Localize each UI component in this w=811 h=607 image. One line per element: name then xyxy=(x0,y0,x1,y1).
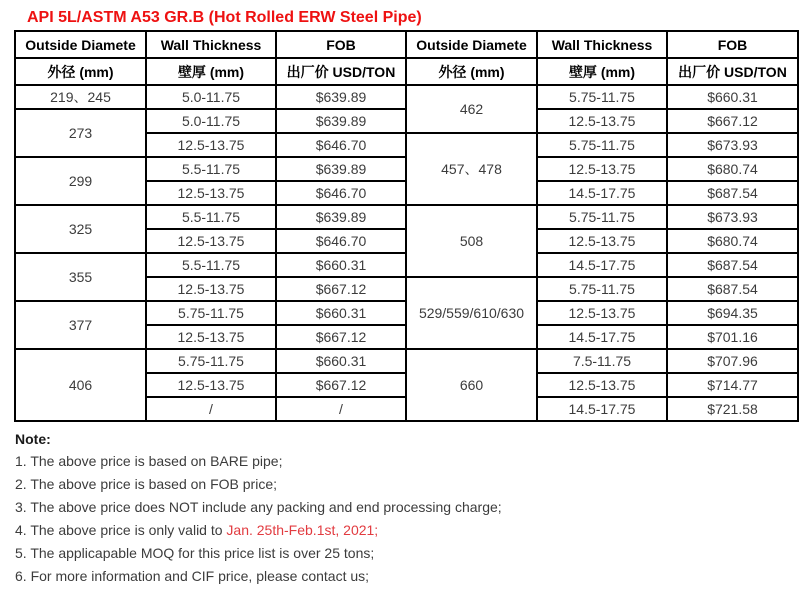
wall-cell: 5.0-11.75 xyxy=(146,109,276,133)
note-item-2: 2. The above price is based on FOB price; xyxy=(15,476,277,492)
notes-heading: Note: xyxy=(15,431,51,447)
wall-cell: 12.5-13.75 xyxy=(146,277,276,301)
fob-cell: $660.31 xyxy=(667,85,798,109)
fob-cell: $687.54 xyxy=(667,277,798,301)
diameter-cell: 299 xyxy=(15,157,146,205)
col-header-wall-thickness-cn-left: 壁厚 (mm) xyxy=(146,58,276,85)
fob-cell: $714.77 xyxy=(667,373,798,397)
wall-cell: 5.5-11.75 xyxy=(146,253,276,277)
fob-cell: $667.12 xyxy=(276,325,406,349)
diameter-cell: 325 xyxy=(15,205,146,253)
wall-cell: 12.5-13.75 xyxy=(146,133,276,157)
table-row xyxy=(15,85,798,109)
notes-section xyxy=(15,429,811,588)
wall-cell: 5.5-11.75 xyxy=(146,205,276,229)
col-header-fob-cn-left: 出厂价 USD/TON xyxy=(276,58,406,85)
wall-cell: 5.0-11.75 xyxy=(146,85,276,109)
fob-cell: / xyxy=(276,397,406,421)
diameter-cell: 219、245 xyxy=(15,85,146,109)
fob-cell: $673.93 xyxy=(667,205,798,229)
table-row xyxy=(15,205,798,229)
col-header-wall-thickness-right: Wall Thickness xyxy=(537,31,667,58)
wall-cell: 12.5-13.75 xyxy=(537,373,667,397)
fob-cell: $667.12 xyxy=(667,109,798,133)
header-row-cn xyxy=(15,58,798,85)
fob-cell: $721.58 xyxy=(667,397,798,421)
fob-cell: $660.31 xyxy=(276,253,406,277)
wall-cell: / xyxy=(146,397,276,421)
wall-cell: 12.5-13.75 xyxy=(146,229,276,253)
fob-cell: $660.31 xyxy=(276,301,406,325)
fob-cell: $639.89 xyxy=(276,85,406,109)
fob-cell: $667.12 xyxy=(276,277,406,301)
note-item-6: 6. For more information and CIF price, please contact us; xyxy=(15,568,370,584)
wall-cell: 5.75-11.75 xyxy=(537,133,667,157)
fob-cell: $707.96 xyxy=(667,349,798,373)
fob-cell: $660.31 xyxy=(276,349,406,373)
fob-cell: $673.93 xyxy=(667,133,798,157)
wall-cell: 12.5-13.75 xyxy=(146,325,276,349)
table-row xyxy=(15,349,798,373)
col-header-outside-diameter-left: Outside Diamete xyxy=(15,31,146,58)
wall-cell: 5.75-11.75 xyxy=(146,301,276,325)
col-header-fob-right: FOB xyxy=(667,31,798,58)
wall-cell: 5.75-11.75 xyxy=(537,205,667,229)
wall-cell: 5.75-11.75 xyxy=(537,277,667,301)
wall-cell: 12.5-13.75 xyxy=(537,229,667,253)
fob-cell: $639.89 xyxy=(276,109,406,133)
wall-cell: 12.5-13.75 xyxy=(537,157,667,181)
fob-cell: $646.70 xyxy=(276,229,406,253)
price-table xyxy=(14,30,799,422)
wall-cell: 12.5-13.75 xyxy=(537,109,667,133)
wall-cell: 5.75-11.75 xyxy=(537,85,667,109)
col-header-outside-diameter-cn-left: 外径 (mm) xyxy=(15,58,146,85)
fob-cell: $639.89 xyxy=(276,205,406,229)
wall-cell: 14.5-17.75 xyxy=(537,253,667,277)
fob-cell: $680.74 xyxy=(667,229,798,253)
note-item-4 xyxy=(15,519,811,542)
header-row-en xyxy=(15,31,798,58)
price-list-page xyxy=(0,8,811,607)
wall-cell: 5.5-11.75 xyxy=(146,157,276,181)
wall-cell: 14.5-17.75 xyxy=(537,325,667,349)
note-item-5: 5. The applicapable MOQ for this price list is over 25 tons; xyxy=(15,545,375,561)
fob-cell: $667.12 xyxy=(276,373,406,397)
wall-cell: 14.5-17.75 xyxy=(537,397,667,421)
wall-cell: 12.5-13.75 xyxy=(146,181,276,205)
note-item-1: 1. The above price is based on BARE pipe; xyxy=(15,453,283,469)
fob-cell: $646.70 xyxy=(276,181,406,205)
col-header-outside-diameter-cn-right: 外径 (mm) xyxy=(406,58,537,85)
fob-cell: $694.35 xyxy=(667,301,798,325)
note-item-3: 3. The above price does NOT include any packing and end processing charge; xyxy=(15,499,502,515)
diameter-cell: 355 xyxy=(15,253,146,301)
note-item-4-prefix: 4. The above price is only valid to xyxy=(15,522,227,538)
diameter-cell: 406 xyxy=(15,349,146,421)
wall-cell: 5.75-11.75 xyxy=(146,349,276,373)
col-header-wall-thickness-left: Wall Thickness xyxy=(146,31,276,58)
diameter-cell: 457、478 xyxy=(406,133,537,205)
diameter-cell: 508 xyxy=(406,205,537,277)
col-header-wall-thickness-cn-right: 壁厚 (mm) xyxy=(537,58,667,85)
diameter-cell: 273 xyxy=(15,109,146,157)
col-header-fob-cn-right: 出厂价 USD/TON xyxy=(667,58,798,85)
note-item-4-valid-date: Jan. 25th-Feb.1st, 2021; xyxy=(226,522,379,538)
fob-cell: $687.54 xyxy=(667,181,798,205)
wall-cell: 14.5-17.75 xyxy=(537,181,667,205)
wall-cell: 12.5-13.75 xyxy=(537,301,667,325)
diameter-cell: 660 xyxy=(406,349,537,421)
fob-cell: $639.89 xyxy=(276,157,406,181)
fob-cell: $680.74 xyxy=(667,157,798,181)
fob-cell: $646.70 xyxy=(276,133,406,157)
wall-cell: 12.5-13.75 xyxy=(146,373,276,397)
fob-cell: $701.16 xyxy=(667,325,798,349)
fob-cell: $687.54 xyxy=(667,253,798,277)
diameter-cell: 529/559/610/630 xyxy=(406,277,537,349)
col-header-fob-left: FOB xyxy=(276,31,406,58)
wall-cell: 7.5-11.75 xyxy=(537,349,667,373)
diameter-cell: 377 xyxy=(15,301,146,349)
col-header-outside-diameter-right: Outside Diamete xyxy=(406,31,537,58)
page-title: API 5L/ASTM A53 GR.B (Hot Rolled ERW Steel Pipe) xyxy=(27,9,422,26)
diameter-cell: 462 xyxy=(406,85,537,133)
